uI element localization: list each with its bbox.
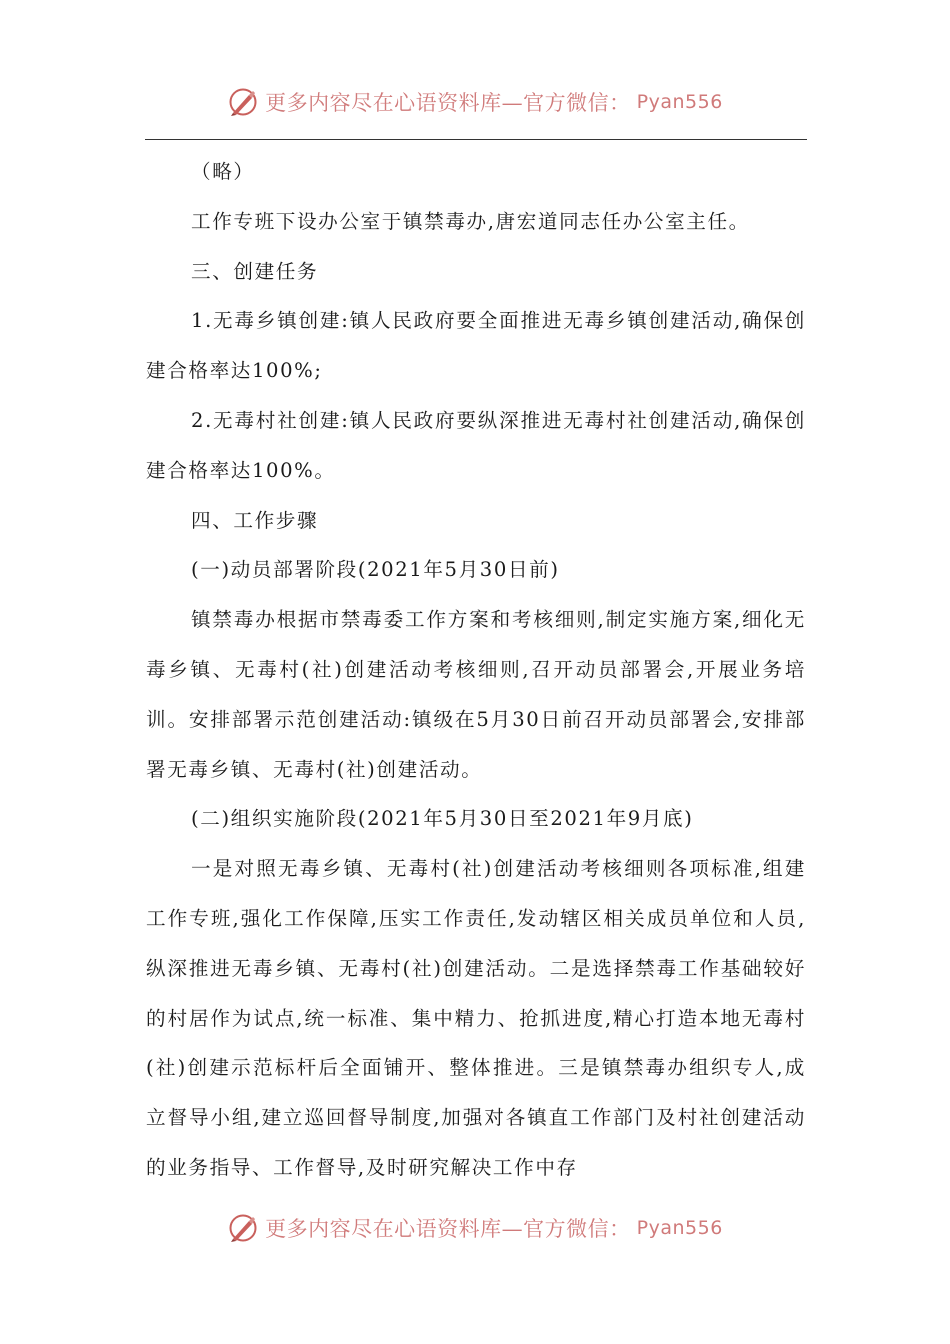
subheading-mobilization: (一)动员部署阶段(2021年5月30日前) bbox=[191, 558, 560, 582]
section-heading-steps: 四、工作步骤 bbox=[191, 508, 319, 532]
pen-logo-icon bbox=[227, 86, 259, 118]
pen-logo-icon bbox=[227, 1212, 259, 1244]
subheading-implementation: (二)组织实施阶段(2021年5月30日至2021年9月底) bbox=[191, 807, 694, 831]
paragraph-task-1: 1.无毒乡镇创建:镇人民政府要全面推进无毒乡镇创建活动,确保创建合格率达100%; bbox=[146, 309, 806, 383]
paragraph-implementation: 一是对照无毒乡镇、无毒村(社)创建活动考核细则各项标准,组建工作专班,强化工作保障,压实工作责任,发动辖区相关成员单位和人员,纵深推进无毒乡镇、无毒村(社)创建活动。二是选择禁毒工作基础较好的村居作为试点,统一标准、集中精力、抢抓进度,精心打造本地无毒村(社)创建示范标杆后全面铺开、整体推进。三是镇禁毒办组织专人,成立督导小组,建立巡回督导制度,加强对各镇直工作部门及村社创建活动的业务指导、工作督导,及时研究解决工作中存 bbox=[146, 857, 806, 1179]
footer-banner bbox=[0, 1212, 950, 1244]
paragraph-task-2: 2.无毒村社创建:镇人民政府要纵深推进无毒村社创建活动,确保创建合格率达100%。 bbox=[146, 408, 806, 482]
header-brand-text: 更多内容尽在心语资料库—官方微信： bbox=[265, 91, 631, 115]
paragraph-office: 工作专班下设办公室于镇禁毒办,唐宏道同志任办公室主任。 bbox=[191, 209, 750, 233]
header-banner bbox=[0, 86, 950, 118]
header-wechat-id: Pyan556 bbox=[636, 91, 723, 113]
paragraph-omitted: （略） bbox=[191, 160, 255, 183]
header-divider bbox=[145, 139, 807, 140]
footer-wechat-id: Pyan556 bbox=[636, 1217, 723, 1239]
section-heading-tasks: 三、创建任务 bbox=[191, 259, 319, 283]
footer-brand-text: 更多内容尽在心语资料库—官方微信： bbox=[265, 1217, 631, 1241]
document-body bbox=[146, 147, 806, 1193]
paragraph-mobilization: 镇禁毒办根据市禁毒委工作方案和考核细则,制定实施方案,细化无毒乡镇、无毒村(社)创建活动考核细则,召开动员部署会,开展业务培训。安排部署示范创建活动:镇级在5月30日前召开动员部署会,安排部署无毒乡镇、无毒村(社)创建活动。 bbox=[146, 608, 806, 781]
